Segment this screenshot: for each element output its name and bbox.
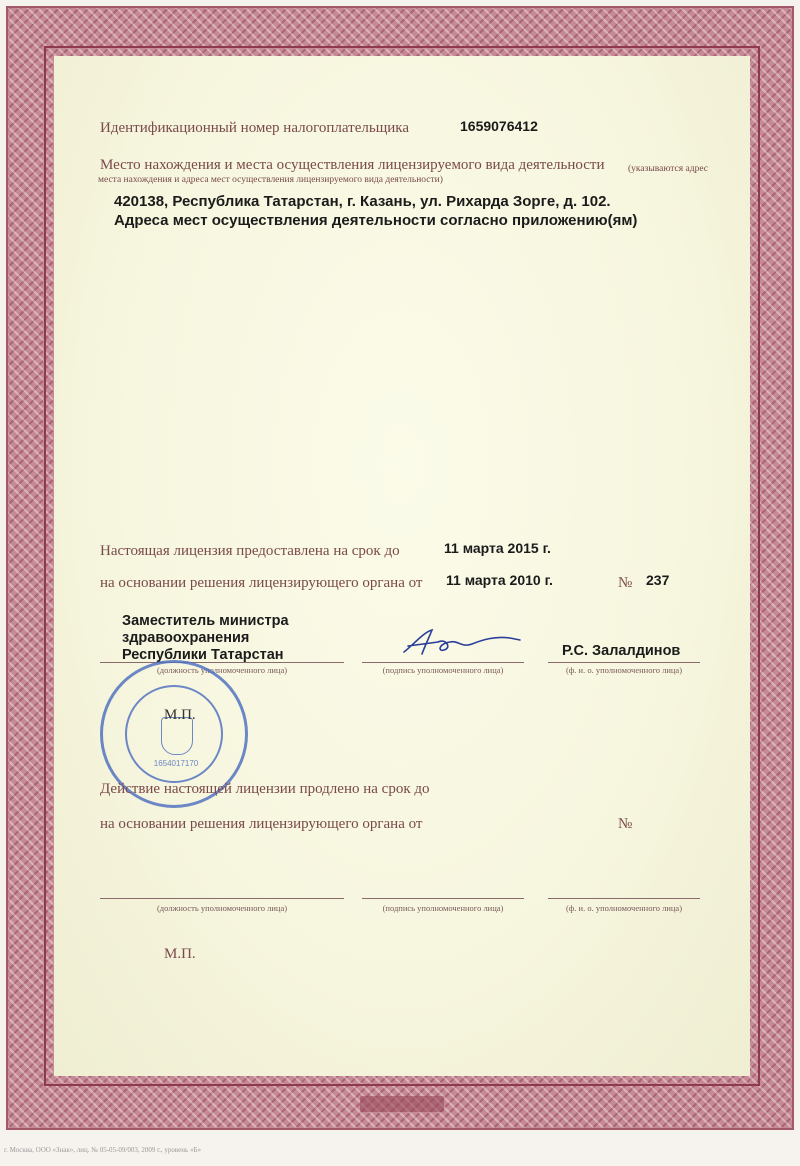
ext-signature-line xyxy=(362,898,524,899)
ext-caption-name: (ф. и. о. уполномоченного лица) xyxy=(565,903,683,913)
location-hint-2: места нахождения и адреса мест осуществления лицензируемого вида деятельности) xyxy=(98,175,443,185)
location-label: Место нахождения и места осуществления лицензируемого вида деятельности xyxy=(100,157,605,173)
caption-position: (должность уполномоченного лица) xyxy=(156,665,288,675)
seal-number: 1654017170 xyxy=(153,759,199,768)
basis-label: на основании решения лицензирующего органа от xyxy=(100,575,423,591)
bottom-ornament xyxy=(360,1096,444,1112)
printer-footnote: г. Москва, ООО «Знак», лиц. № 05-05-09/003, 2009 г., уровень «Б» xyxy=(4,1146,201,1154)
signature-scribble xyxy=(398,626,528,660)
signature-line xyxy=(362,662,524,663)
name-line xyxy=(548,662,700,663)
address-line-2: Адреса мест осуществления деятельности согласно приложению(ям) xyxy=(114,212,638,229)
basis-number: 237 xyxy=(646,572,670,588)
address-line-1: 420138, Республика Татарстан, г. Казань, ул. Рихарда Зорге, д. 102. xyxy=(114,193,611,210)
inn-label: Идентификационный номер налогоплательщика xyxy=(100,120,410,136)
signatory-position-3: Республики Татарстан xyxy=(122,647,284,663)
seal-mp: М.П. xyxy=(164,707,196,723)
extension-basis-label: на основании решения лицензирующего органа от xyxy=(100,816,423,832)
signatory-position-2: здравоохранения xyxy=(122,630,250,646)
term-label: Настоящая лицензия предоставлена на срок до xyxy=(100,543,400,559)
basis-number-sign: № xyxy=(618,575,633,591)
signatory-name: Р.С. Залалдинов xyxy=(562,643,681,659)
basis-date: 11 марта 2010 г. xyxy=(446,572,553,588)
inn-value: 1659076412 xyxy=(460,118,538,134)
ext-caption-signature: (подпись уполномоченного лица) xyxy=(382,903,504,913)
term-value: 11 марта 2015 г. xyxy=(444,540,551,556)
extension-term-label: Действие настоящей лицензии продлено на срок до xyxy=(100,781,430,797)
position-line xyxy=(100,662,344,663)
ext-name-line xyxy=(548,898,700,899)
ext-caption-position: (должность уполномоченного лица) xyxy=(156,903,288,913)
ext-position-line xyxy=(100,898,344,899)
caption-signature: (подпись уполномоченного лица) xyxy=(382,665,504,675)
signatory-position-1: Заместитель министра xyxy=(122,613,289,629)
seal-inner-ring xyxy=(125,685,223,783)
extension-mp: М.П. xyxy=(164,946,196,962)
caption-name: (ф. и. о. уполномоченного лица) xyxy=(565,665,683,675)
extension-number-sign: № xyxy=(618,816,633,832)
location-hint-1: (указываются адрес xyxy=(628,164,708,174)
